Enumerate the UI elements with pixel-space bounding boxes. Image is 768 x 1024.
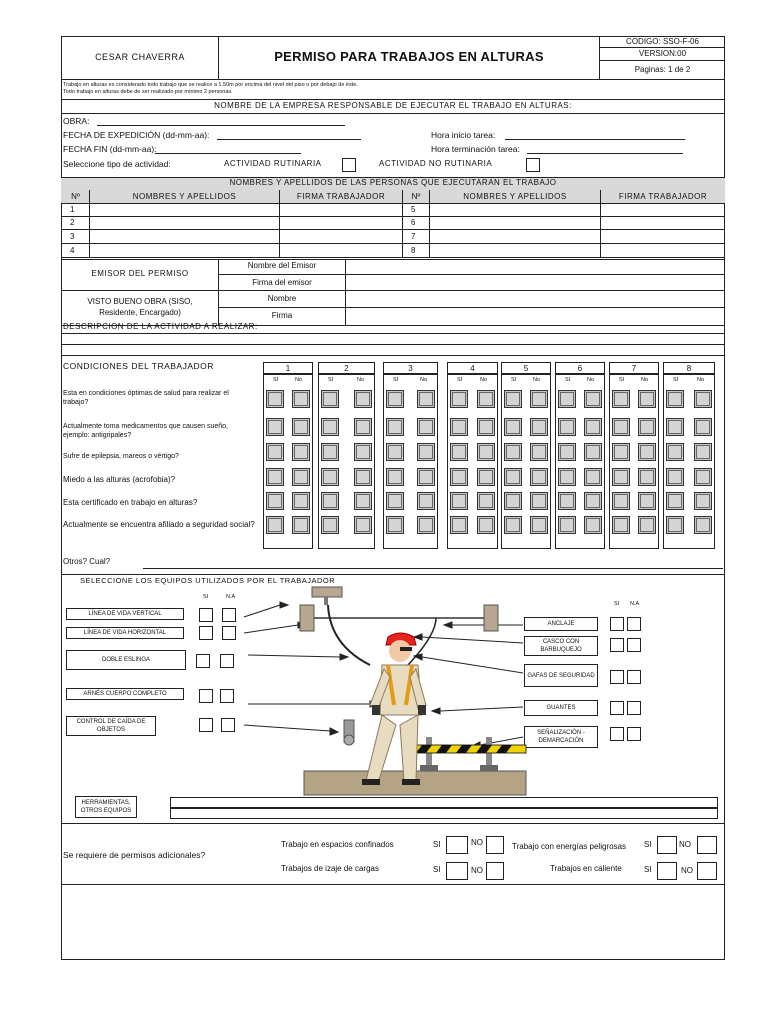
worker-row-3: 3	[70, 232, 75, 241]
worker-1-q6-si-box[interactable]	[266, 516, 284, 534]
worker-6-q2-si-box[interactable]	[558, 418, 576, 436]
worker-row-8: 8	[411, 246, 416, 255]
no-label: No	[480, 377, 488, 383]
worker-8-q3-no-box[interactable]	[694, 443, 712, 461]
worker-1-q5-no-box[interactable]	[292, 492, 310, 510]
col-num-right: Nº	[411, 192, 421, 201]
doble-eslinga-si[interactable]	[196, 654, 210, 668]
worker-col-8: 8	[663, 362, 715, 374]
worker-row-2: 2	[70, 218, 75, 227]
control-caida-si[interactable]	[199, 718, 213, 732]
equipo-anclaje: ANCLAJE	[524, 617, 598, 631]
worker-6-q6-si-box[interactable]	[558, 516, 576, 534]
col-sign-right: FIRMA TRABAJADOR	[618, 192, 708, 201]
no-label: No	[587, 377, 595, 383]
worker-col-6: 6	[555, 362, 605, 374]
worker-4-q2-no-box[interactable]	[477, 418, 495, 436]
worker-5-q5-no-box[interactable]	[530, 492, 548, 510]
izaje-si-text: SI	[433, 865, 441, 874]
empresa-label: NOMBRE DE LA EMPRESA RESPONSABLE DE EJECUTAR EL TRABAJO EN ALTURAS:	[214, 101, 572, 110]
no-label: No	[641, 377, 649, 383]
worker-4-q5-si-box[interactable]	[450, 492, 468, 510]
worker-6-q2-no-box[interactable]	[584, 418, 602, 436]
worker-2-q2-no-box[interactable]	[354, 418, 372, 436]
question-5: Esta certificado en trabajo en alturas?	[63, 498, 198, 507]
visto-nombre-label: Nombre	[267, 294, 297, 303]
worker-8-q4-no-box[interactable]	[694, 468, 712, 486]
hora-inicio-field[interactable]	[505, 139, 685, 140]
condiciones-title: CONDICIONES DEL TRABAJADOR	[63, 361, 214, 371]
caliente-label: Trabajos en caliente	[550, 864, 622, 873]
casco-na[interactable]	[627, 638, 641, 652]
worker-5-q5-si-box[interactable]	[504, 492, 522, 510]
worker-8-q6-no-box[interactable]	[694, 516, 712, 534]
izaje-no-text: NO	[471, 866, 483, 875]
worker-3-q1-no-box[interactable]	[417, 390, 435, 408]
col-name-left: NOMBRES Y APELLIDOS	[132, 192, 237, 201]
worker-3-q1-si-box[interactable]	[386, 390, 404, 408]
worker-3-q4-no-box[interactable]	[417, 468, 435, 486]
energias-si-box[interactable]	[657, 836, 677, 854]
descripcion-label: DESCRIPCION DE LA ACTIVIDAD A REALIZAR:	[63, 322, 258, 331]
izaje-no-box[interactable]	[486, 862, 504, 880]
workers-section-title: NOMBRES Y APELLIDOS DE LAS PERSONAS QUE EJECUTARAN EL TRABAJO	[229, 178, 557, 187]
form-code: CODIGO: SSO-F-06	[626, 37, 699, 46]
worker-row-5: 5	[411, 205, 416, 214]
senalizacion-si[interactable]	[610, 727, 624, 741]
no-label: No	[420, 377, 428, 383]
linea-horizontal-si[interactable]	[199, 626, 213, 640]
worker-8-q1-si-box[interactable]	[666, 390, 684, 408]
worker-5-q1-no-box[interactable]	[530, 390, 548, 408]
worker-2-q1-no-box[interactable]	[354, 390, 372, 408]
caliente-si-box[interactable]	[657, 862, 677, 880]
worker-7-q6-si-box[interactable]	[612, 516, 630, 534]
worker-7-q2-si-box[interactable]	[612, 418, 630, 436]
fecha-expedicion-label: FECHA DE EXPEDICIÓN (dd-mm-aa):	[63, 130, 210, 140]
worker-2-q5-si-box[interactable]	[321, 492, 339, 510]
worker-6-q4-no-box[interactable]	[584, 468, 602, 486]
no-label: No	[295, 377, 303, 383]
worker-3-q6-si-box[interactable]	[386, 516, 404, 534]
equipo-guantes: GUANTES	[524, 700, 598, 716]
worker-col-3: 3	[383, 362, 438, 374]
worker-4-q3-si-box[interactable]	[450, 443, 468, 461]
worker-8-q4-si-box[interactable]	[666, 468, 684, 486]
worker-illustration	[240, 585, 530, 797]
equipo-casco: CASCO CON BARBUQUEJO	[524, 636, 598, 656]
worker-4-q4-no-box[interactable]	[477, 468, 495, 486]
worker-1-q2-no-box[interactable]	[292, 418, 310, 436]
worker-6-q4-si-box[interactable]	[558, 468, 576, 486]
worker-4-q2-si-box[interactable]	[450, 418, 468, 436]
visto-firma-label: Firma	[271, 311, 293, 320]
equipo-control-caida: CONTROL DE CAÍDA DE OBJETOS	[66, 716, 156, 736]
espacios-si-box[interactable]	[446, 836, 468, 854]
worker-1-q3-si-box[interactable]	[266, 443, 284, 461]
worker-col-7: 7	[609, 362, 659, 374]
no-label: No	[533, 377, 541, 383]
linea-vertical-si[interactable]	[199, 608, 213, 622]
worker-row-6: 6	[411, 218, 416, 227]
anclaje-na[interactable]	[627, 617, 641, 631]
worker-2-q6-si-box[interactable]	[321, 516, 339, 534]
no-label: No	[697, 377, 705, 383]
si-label: SI	[328, 377, 334, 383]
question-4: Miedo a las alturas (acrofobia)?	[63, 475, 176, 484]
worker-5-q6-si-box[interactable]	[504, 516, 522, 534]
si-label: SI	[619, 377, 625, 383]
fecha-expedicion-field[interactable]	[217, 139, 361, 140]
worker-7-q3-si-box[interactable]	[612, 443, 630, 461]
herramientas-field-1[interactable]	[170, 797, 718, 808]
worker-6-q3-no-box[interactable]	[584, 443, 602, 461]
espacios-no-text: NO	[471, 838, 483, 847]
caliente-no-box[interactable]	[697, 862, 717, 880]
energias-no-box[interactable]	[697, 836, 717, 854]
worker-row-1: 1	[70, 205, 75, 214]
hora-terminacion-field[interactable]	[527, 153, 683, 154]
company-name: CESAR CHAVERRA	[95, 52, 185, 62]
question-3: Sufre de epilepsia, mareos o vértigo?	[63, 453, 179, 460]
no-label: No	[357, 377, 365, 383]
note-line-2: Todo trabajo en alturas debe de ser realizado por mínimo 2 personas.	[63, 89, 233, 95]
doble-eslinga-na[interactable]	[220, 654, 234, 668]
worker-row-7: 7	[411, 232, 416, 241]
caliente-si-text: SI	[644, 865, 652, 874]
form-version: VERSION:00	[638, 49, 687, 58]
worker-1-q3-no-box[interactable]	[292, 443, 310, 461]
worker-3-q2-no-box[interactable]	[417, 418, 435, 436]
worker-6-q6-no-box[interactable]	[584, 516, 602, 534]
worker-6-q1-si-box[interactable]	[558, 390, 576, 408]
col-sign-left: FIRMA TRABAJADOR	[296, 192, 386, 201]
guantes-na[interactable]	[627, 701, 641, 715]
worker-8-q2-no-box[interactable]	[694, 418, 712, 436]
worker-3-q2-si-box[interactable]	[386, 418, 404, 436]
worker-8-q5-si-box[interactable]	[666, 492, 684, 510]
worker-row-4: 4	[70, 246, 75, 255]
hora-inicio-label: Hora inicio tarea:	[431, 130, 496, 140]
si-label: SI	[457, 377, 463, 383]
note-line-1: Trabajo en alturas es considerado todo trabajo que se realice a 1.50m por encima del nivel del piso o por debajo de éste.	[63, 82, 358, 88]
worker-7-q4-no-box[interactable]	[638, 468, 656, 486]
worker-2-q2-si-box[interactable]	[321, 418, 339, 436]
espacios-si-text: SI	[433, 840, 441, 849]
worker-8-q2-si-box[interactable]	[666, 418, 684, 436]
worker-7-q1-no-box[interactable]	[638, 390, 656, 408]
equipo-doble-eslinga: DOBLE ESLINGA	[66, 650, 186, 670]
espacios-no-box[interactable]	[486, 836, 504, 854]
worker-7-q1-si-box[interactable]	[612, 390, 630, 408]
otros-field[interactable]	[143, 568, 723, 569]
visto-bueno-label: VISTO BUENO OBRA (SISO, Residente, Encargado)	[87, 297, 193, 317]
worker-8-q1-no-box[interactable]	[694, 390, 712, 408]
equipos-right-si: SI	[614, 601, 620, 607]
linea-vertical-na[interactable]	[222, 608, 236, 622]
worker-1-q1-no-box[interactable]	[292, 390, 310, 408]
worker-col-1: 1	[263, 362, 313, 374]
equipo-linea-vertical: LÍNEA DE VIDA VERTICAL	[66, 608, 184, 620]
worker-4-q6-si-box[interactable]	[450, 516, 468, 534]
page-title: PERMISO PARA TRABAJOS EN ALTURAS	[274, 49, 544, 64]
worker-7-q5-no-box[interactable]	[638, 492, 656, 510]
worker-1-q6-no-box[interactable]	[292, 516, 310, 534]
fecha-fin-label: FECHA FIN (dd-mm-aa):	[63, 144, 157, 154]
worker-7-q4-si-box[interactable]	[612, 468, 630, 486]
arnes-na[interactable]	[220, 689, 234, 703]
equipo-senalizacion: SEÑALIZACIÓN - DEMARCACIÓN	[524, 726, 598, 748]
question-2: Actualmente toma medicamentos que causen sueño, ejemplo: antigripales?	[63, 423, 228, 439]
worker-4-q5-no-box[interactable]	[477, 492, 495, 510]
emisor-firma-label: Firma del emisor	[252, 278, 312, 287]
worker-3-q3-si-box[interactable]	[386, 443, 404, 461]
si-label: SI	[273, 377, 279, 383]
worker-col-5: 5	[501, 362, 551, 374]
equipo-gafas: GAFAS DE SEGURIDAD	[524, 664, 598, 687]
linea-horizontal-na[interactable]	[222, 626, 236, 640]
emisor-label: EMISOR DEL PERMISO	[91, 269, 189, 278]
worker-4-q4-si-box[interactable]	[450, 468, 468, 486]
emisor-nombre-label: Nombre del Emisor	[247, 261, 317, 270]
energias-label: Trabajo con energías peligrosas	[512, 842, 626, 851]
casco-si[interactable]	[610, 638, 624, 652]
worker-4-q6-no-box[interactable]	[477, 516, 495, 534]
senalizacion-na[interactable]	[627, 727, 641, 741]
worker-5-q3-no-box[interactable]	[530, 443, 548, 461]
worker-7-q5-si-box[interactable]	[612, 492, 630, 510]
obra-field[interactable]	[97, 125, 345, 126]
worker-6-q5-si-box[interactable]	[558, 492, 576, 510]
actividad-rutinaria-label: ACTIVIDAD RUTINARIA	[224, 159, 322, 168]
izaje-label: Trabajos de izaje de cargas	[281, 864, 379, 873]
worker-1-q4-no-box[interactable]	[292, 468, 310, 486]
worker-7-q2-no-box[interactable]	[638, 418, 656, 436]
actividad-no-rutinaria-checkbox[interactable]	[526, 158, 540, 172]
worker-3-q5-si-box[interactable]	[386, 492, 404, 510]
col-num-left: Nº	[71, 192, 80, 201]
worker-2-q3-si-box[interactable]	[321, 443, 339, 461]
gafas-si[interactable]	[610, 670, 624, 684]
worker-3-q4-si-box[interactable]	[386, 468, 404, 486]
page-count: Paginas: 1 de 2	[634, 65, 691, 74]
fecha-fin-field[interactable]	[155, 153, 301, 154]
worker-2-q6-no-box[interactable]	[354, 516, 372, 534]
worker-8-q6-si-box[interactable]	[666, 516, 684, 534]
question-1: Esta en condiciones óptimas de salud para realizar el trabajo?	[63, 390, 229, 406]
equipos-right-na: N.A	[630, 601, 640, 607]
worker-2-q3-no-box[interactable]	[354, 443, 372, 461]
otros-label: Otros? Cual?	[63, 557, 111, 566]
energias-si-text: SI	[644, 840, 652, 849]
worker-1-q4-si-box[interactable]	[266, 468, 284, 486]
worker-8-q3-si-box[interactable]	[666, 443, 684, 461]
izaje-si-box[interactable]	[446, 862, 468, 880]
hora-terminacion-label: Hora terminación tarea:	[431, 144, 520, 154]
arnes-si[interactable]	[199, 689, 213, 703]
col-name-right: NOMBRES Y APELLIDOS	[463, 192, 567, 201]
worker-5-q2-si-box[interactable]	[504, 418, 522, 436]
equipos-title: SELECCIONE LOS EQUIPOS UTILIZADOS POR EL TRABAJADOR	[80, 576, 336, 585]
si-label: SI	[511, 377, 517, 383]
herramientas-field-2[interactable]	[170, 808, 718, 819]
anclaje-si[interactable]	[610, 617, 624, 631]
control-caida-na[interactable]	[221, 718, 235, 732]
si-label: SI	[673, 377, 679, 383]
worker-5-q4-si-box[interactable]	[504, 468, 522, 486]
adicionales-label: Se requiere de permisos adicionales?	[63, 850, 206, 860]
worker-6-q5-no-box[interactable]	[584, 492, 602, 510]
worker-4-q3-no-box[interactable]	[477, 443, 495, 461]
worker-1-q1-si-box[interactable]	[266, 390, 284, 408]
worker-5-q6-no-box[interactable]	[530, 516, 548, 534]
tipo-actividad-label: Seleccione tipo de actividad:	[63, 159, 171, 169]
worker-5-q2-no-box[interactable]	[530, 418, 548, 436]
question-6: Actualmente se encuentra afiliado a seguridad social?	[63, 520, 255, 529]
equipos-left-na: N.A	[226, 594, 236, 600]
si-label: SI	[565, 377, 571, 383]
worker-2-q4-si-box[interactable]	[321, 468, 339, 486]
worker-1-q5-si-box[interactable]	[266, 492, 284, 510]
espacios-confinados-label: Trabajo en espacios confinados	[281, 840, 394, 849]
equipo-linea-horizontal: LÍNEA DE VIDA HORIZONTAL	[66, 627, 184, 639]
worker-2-q4-no-box[interactable]	[354, 468, 372, 486]
guantes-si[interactable]	[610, 701, 624, 715]
worker-5-q3-si-box[interactable]	[504, 443, 522, 461]
actividad-no-rutinaria-label: ACTIVIDAD NO RUTINARIA	[379, 159, 493, 168]
worker-2-q1-si-box[interactable]	[321, 390, 339, 408]
worker-7-q6-no-box[interactable]	[638, 516, 656, 534]
worker-3-q3-no-box[interactable]	[417, 443, 435, 461]
herramientas-label: HERRAMIENTAS, OTROS EQUIPOS	[75, 796, 137, 818]
worker-5-q1-si-box[interactable]	[504, 390, 522, 408]
equipos-left-si: SI	[203, 594, 209, 600]
worker-3-q6-no-box[interactable]	[417, 516, 435, 534]
worker-6-q3-si-box[interactable]	[558, 443, 576, 461]
worker-4-q1-no-box[interactable]	[477, 390, 495, 408]
si-label: SI	[393, 377, 399, 383]
worker-2-q5-no-box[interactable]	[354, 492, 372, 510]
obra-label: OBRA:	[63, 116, 90, 126]
worker-3-q5-no-box[interactable]	[417, 492, 435, 510]
actividad-rutinaria-checkbox[interactable]	[342, 158, 356, 172]
worker-7-q3-no-box[interactable]	[638, 443, 656, 461]
worker-col-2: 2	[318, 362, 375, 374]
equipo-arnes: ARNÉS CUERPO COMPLETO	[66, 688, 184, 700]
worker-5-q4-no-box[interactable]	[530, 468, 548, 486]
worker-6-q1-no-box[interactable]	[584, 390, 602, 408]
worker-col-4: 4	[447, 362, 498, 374]
energias-no-text: NO	[679, 840, 691, 849]
worker-8-q5-no-box[interactable]	[694, 492, 712, 510]
worker-1-q2-si-box[interactable]	[266, 418, 284, 436]
caliente-no-text: NO	[681, 866, 693, 875]
gafas-na[interactable]	[627, 670, 641, 684]
worker-4-q1-si-box[interactable]	[450, 390, 468, 408]
